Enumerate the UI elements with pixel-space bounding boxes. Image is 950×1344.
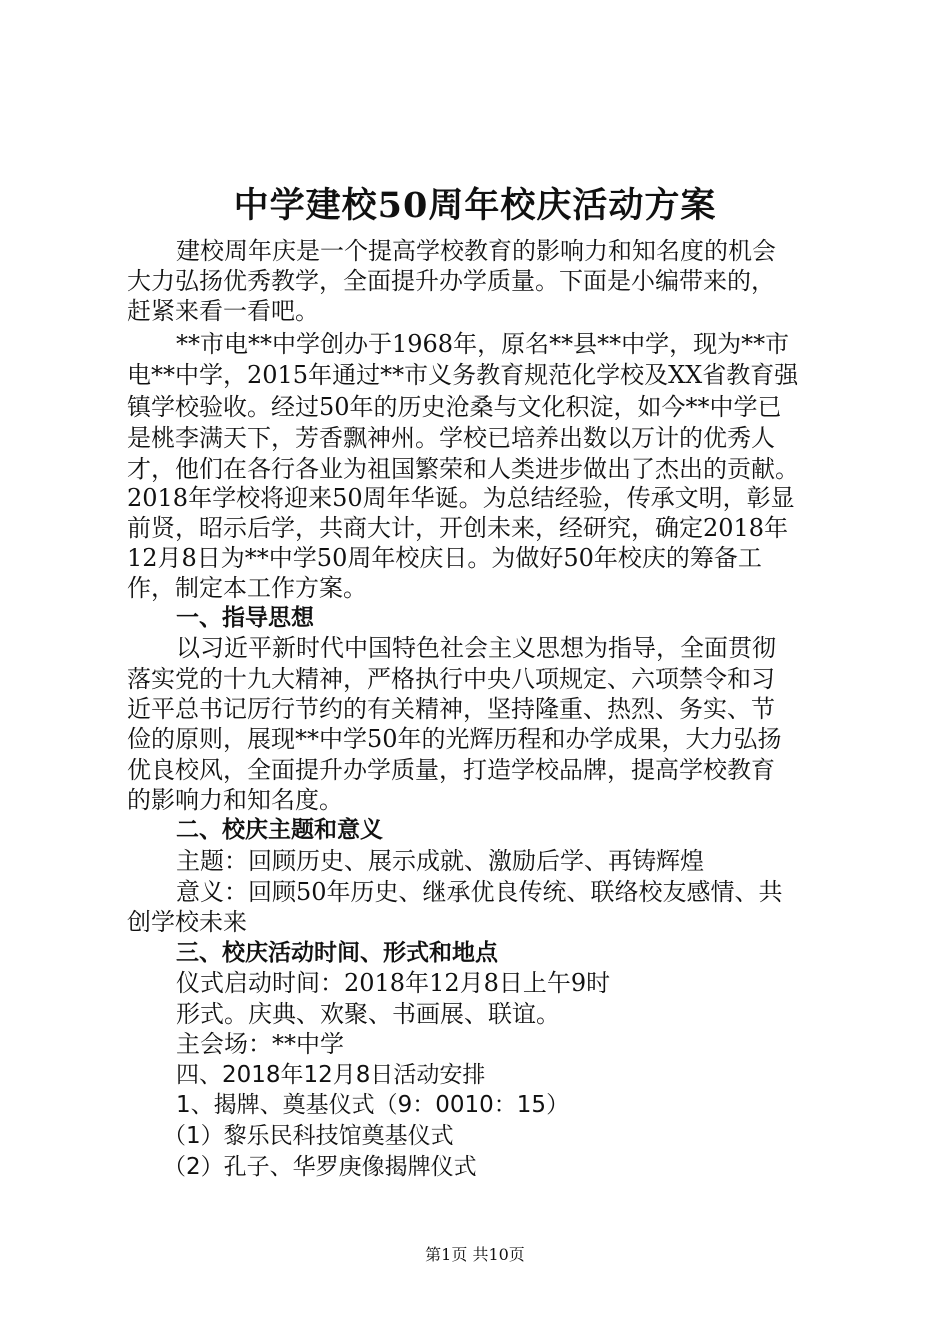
section-heading: 四、2018年12月8日活动安排 — [176, 1062, 486, 1088]
body-line: 12月8日为**中学50周年校庆日。为做好50年校庆的筹备工 — [127, 544, 762, 572]
body-line: 以习近平新时代中国特色社会主义思想为指导，全面贯彻 — [176, 634, 776, 662]
body-line: 近平总书记厉行节约的有关精神，坚持隆重、热烈、务实、节 — [127, 695, 775, 723]
body-line: 落实党的十九大精神，严格执行中央八项规定、六项禁令和习 — [127, 665, 775, 693]
body-line: 赶紧来看一看吧。 — [127, 297, 319, 325]
body-line: 镇学校验收。经过50年的历史沧桑与文化积淀，如今**中学已 — [127, 393, 782, 421]
body-line: 形式。庆典、欢聚、书画展、联谊。 — [176, 1000, 560, 1028]
body-line: 建校周年庆是一个提高学校教育的影响力和知名度的机会 — [176, 237, 776, 265]
body-line: 意义：回顾50年历史、继承优良传统、联络校友感情、共 — [176, 878, 783, 906]
body-line: 电**中学，2015年通过**市义务教育规范化学校及XX省教育强 — [127, 361, 799, 389]
body-line: 主题：回顾历史、展示成就、激励后学、再铸辉煌 — [176, 847, 704, 875]
body-line: 作，制定本工作方案。 — [127, 574, 367, 602]
agenda-subitem: （2）孔子、华罗庚像揭牌仪式 — [163, 1154, 477, 1180]
body-line: 前贤，昭示后学，共商大计，开创未来，经研究，确定2018年 — [127, 514, 789, 542]
body-line: 仪式启动时间：2018年12月8日上午9时 — [176, 969, 611, 997]
body-line: 主会场：**中学 — [176, 1030, 344, 1058]
body-line: 优良校风，全面提升办学质量，打造学校品牌，提高学校教育 — [127, 756, 775, 784]
body-line: 的影响力和知名度。 — [127, 786, 343, 814]
body-line: 俭的原则，展现**中学50年的光辉历程和办学成果，大力弘扬 — [127, 725, 782, 753]
body-line: 是桃李满天下，芳香飘神州。学校已培养出数以万计的优秀人 — [127, 424, 775, 452]
section-heading: 一、指导思想 — [176, 605, 314, 631]
agenda-item: 1、揭牌、奠基仪式（9：0010：15） — [176, 1092, 570, 1118]
body-line: 大力弘扬优秀教学，全面提升办学质量。下面是小编带来的， — [127, 267, 775, 295]
document-title: 中学建校50周年校庆活动方案 — [233, 185, 717, 226]
body-line: 创学校未来 — [127, 908, 247, 936]
body-line: **市电**中学创办于1968年，原名**县**中学，现为**市 — [176, 330, 790, 358]
section-heading: 三、校庆活动时间、形式和地点 — [176, 940, 498, 966]
section-heading: 二、校庆主题和意义 — [176, 817, 383, 843]
agenda-subitem: （1）黎乐民科技馆奠基仪式 — [163, 1123, 454, 1149]
body-line: 才，他们在各行各业为祖国繁荣和人类进步做出了杰出的贡献。 — [127, 455, 799, 483]
body-line: 2018年学校将迎来50周年华诞。为总结经验，传承文明，彰显 — [127, 484, 795, 512]
page-number: 第1页 共10页 — [425, 1245, 525, 1264]
